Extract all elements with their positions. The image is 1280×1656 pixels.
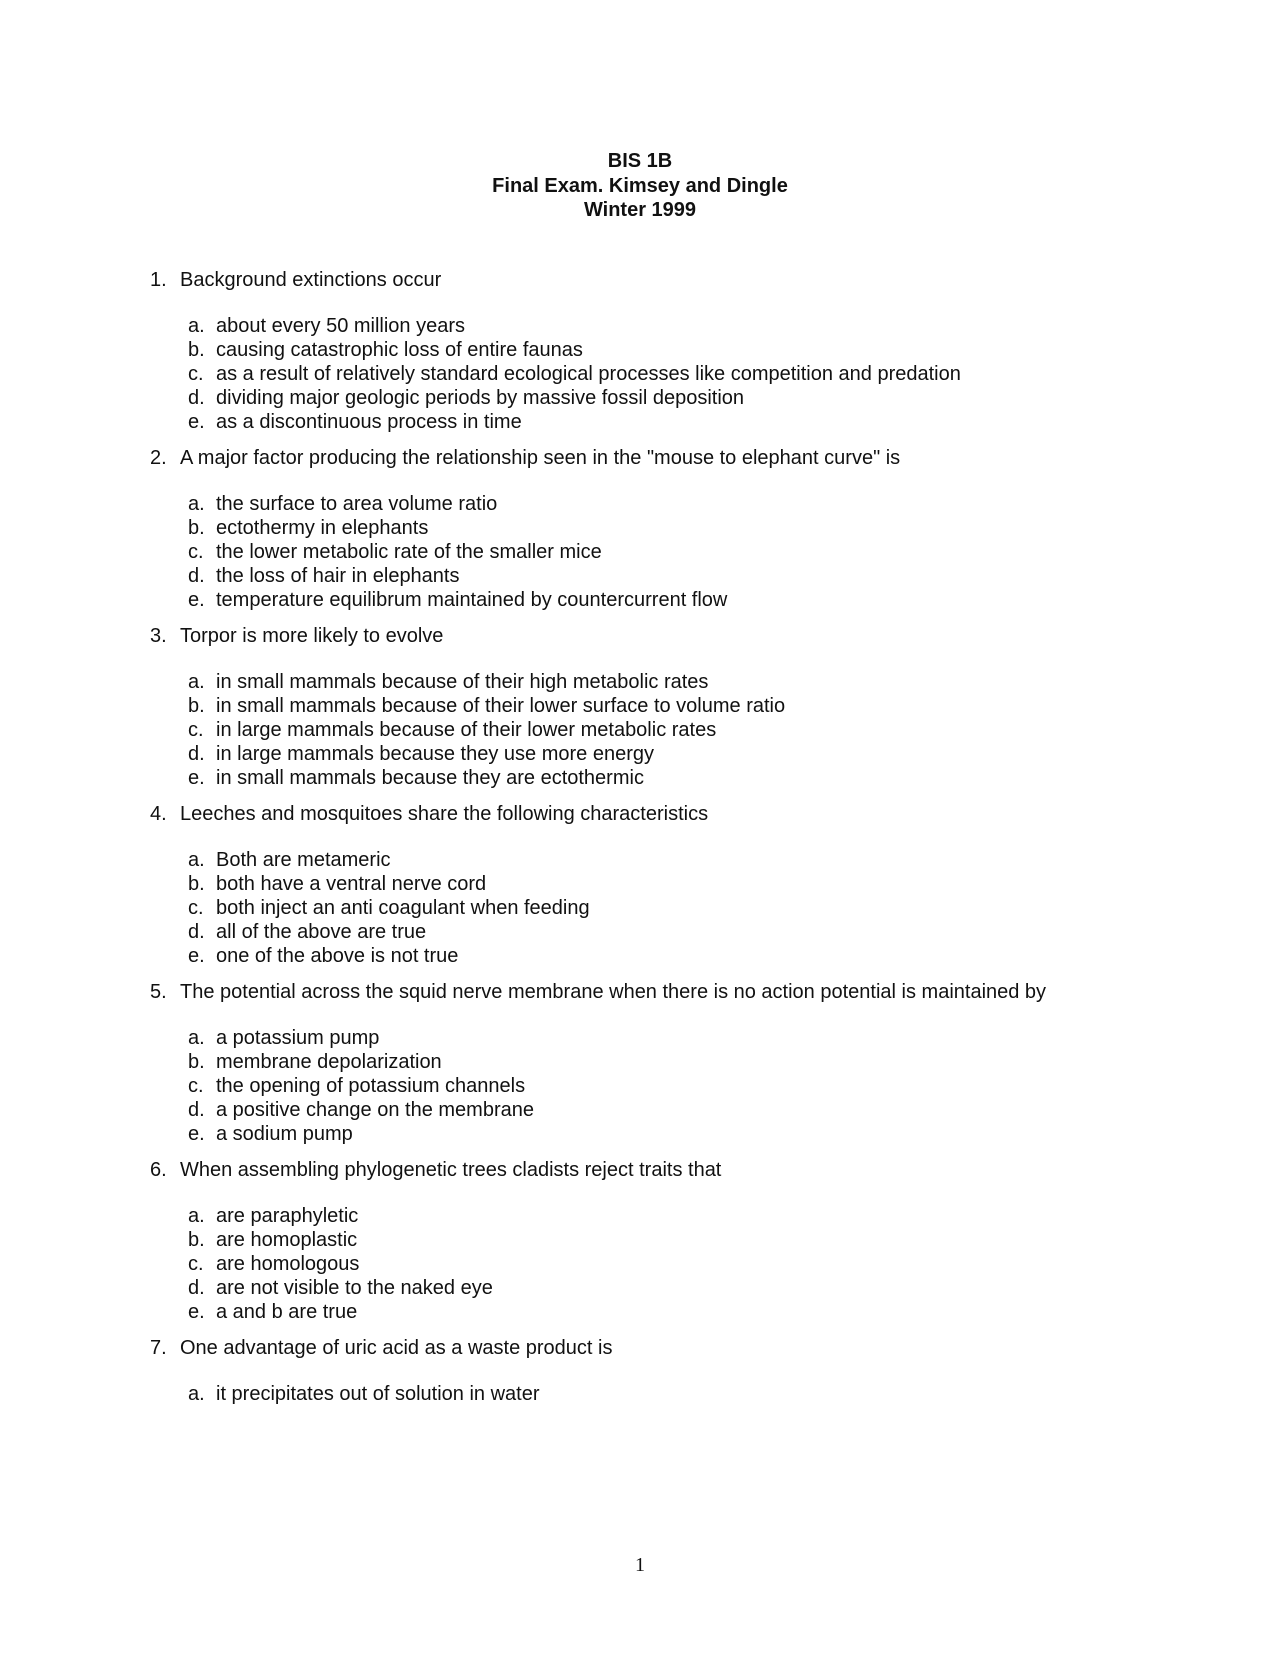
question-text: One advantage of uric acid as a waste product is [180,1337,613,1359]
answer-option [150,1228,1190,1252]
option-letter: e. [188,767,205,789]
answer-options [150,1026,1190,1146]
option-letter: a. [188,849,205,871]
option-letter: c. [188,1075,204,1097]
option-letter: e. [188,589,205,611]
question-stem [150,268,1190,292]
option-text: temperature equilibrum maintained by countercurrent flow [216,589,728,611]
question-text: When assembling phylogenetic trees cladists reject traits that [180,1159,722,1181]
exam-term: Winter 1999 [583,199,697,221]
option-letter: d. [188,565,205,587]
answer-option [150,1074,1190,1098]
option-text: as a result of relatively standard ecological processes like competition and predation [216,363,961,385]
option-text: Both are metameric [216,849,391,871]
option-text: the loss of hair in elephants [216,565,460,587]
course-title: BIS 1B [607,150,673,172]
option-letter: c. [188,541,204,563]
question-number: 4. [150,803,167,825]
question-number: 5. [150,981,167,1003]
question-text: The potential across the squid nerve membrane when there is no action potential is maintained by [180,981,1047,1003]
answer-option [150,670,1190,694]
option-letter: a. [188,671,205,693]
option-text: causing catastrophic loss of entire faunas [216,339,583,361]
option-letter: b. [188,695,205,717]
option-letter: b. [188,1051,205,1073]
option-letter: c. [188,1253,204,1275]
answer-option [150,314,1190,338]
option-letter: d. [188,921,205,943]
option-text: both inject an anti coagulant when feeding [216,897,590,919]
page-number: 1 [635,1554,645,1576]
option-letter: a. [188,315,205,337]
question-text: Background extinctions occur [180,269,442,291]
option-text: are paraphyletic [216,1205,359,1227]
question-list [150,268,1190,1418]
question-stem [150,1336,1190,1360]
option-letter: a. [188,1205,205,1227]
option-letter: b. [188,1229,205,1251]
option-letter: e. [188,411,205,433]
exam-title: Final Exam. Kimsey and Dingle [492,174,788,197]
question-stem [150,802,1190,826]
question-text: Leeches and mosquitoes share the following characteristics [180,803,709,825]
question-6 [150,1158,1190,1324]
answer-option [150,492,1190,516]
option-text: in large mammals because of their lower metabolic rates [216,719,717,741]
question-number: 2. [150,447,167,469]
answer-option [150,1098,1190,1122]
answer-option [150,766,1190,790]
answer-option [150,1276,1190,1300]
option-letter: b. [188,339,205,361]
answer-option [150,1050,1190,1074]
option-letter: d. [188,1099,205,1121]
answer-option [150,848,1190,872]
option-text: ectothermy in elephants [216,517,429,539]
question-stem [150,624,1190,648]
answer-option [150,742,1190,766]
option-text: the opening of potassium channels [216,1075,526,1097]
option-letter: d. [188,387,205,409]
answer-option [150,1122,1190,1146]
option-text: both have a ventral nerve cord [216,873,487,895]
option-text: are homologous [216,1253,360,1275]
answer-option [150,896,1190,920]
question-text: Torpor is more likely to evolve [180,625,444,647]
answer-options [150,670,1190,790]
question-number: 7. [150,1337,167,1359]
question-7 [150,1336,1190,1406]
question-stem [150,980,1190,1004]
question-number: 3. [150,625,167,647]
option-text: all of the above are true [216,921,427,943]
option-text: in small mammals because of their high metabolic rates [216,671,709,693]
option-text: one of the above is not true [216,945,459,967]
option-text: about every 50 million years [216,315,466,337]
question-number: 6. [150,1159,167,1181]
option-text: the surface to area volume ratio [216,493,498,515]
answer-option [150,718,1190,742]
answer-options [150,1204,1190,1324]
option-text: a potassium pump [216,1027,380,1049]
option-text: a sodium pump [216,1123,353,1145]
answer-option [150,944,1190,968]
option-text: a and b are true [216,1301,358,1323]
question-4 [150,802,1190,968]
option-text: are not visible to the naked eye [216,1277,493,1299]
option-letter: c. [188,897,204,919]
answer-option [150,338,1190,362]
option-letter: d. [188,1277,205,1299]
answer-options [150,848,1190,968]
answer-option [150,564,1190,588]
answer-option [150,540,1190,564]
option-letter: e. [188,1123,205,1145]
answer-option [150,694,1190,718]
question-number: 1. [150,269,167,291]
option-text: dividing major geologic periods by massive fossil deposition [216,387,745,409]
answer-option [150,386,1190,410]
answer-options [150,1382,1190,1406]
answer-option [150,872,1190,896]
option-letter: e. [188,1301,205,1323]
option-letter: c. [188,719,204,741]
answer-option [150,920,1190,944]
answer-option [150,1252,1190,1276]
option-letter: c. [188,363,204,385]
question-stem [150,446,1190,470]
option-text: in small mammals because of their lower surface to volume ratio [216,695,786,717]
answer-option [150,362,1190,386]
answer-option [150,588,1190,612]
question-2 [150,446,1190,612]
question-3 [150,624,1190,790]
answer-option [150,1300,1190,1324]
answer-option [150,410,1190,434]
exam-header [0,149,1280,223]
option-text: it precipitates out of solution in water [216,1383,540,1405]
question-1 [150,268,1190,434]
option-text: in small mammals because they are ectothermic [216,767,644,789]
option-text: a positive change on the membrane [216,1099,534,1121]
answer-options [150,314,1190,434]
answer-option [150,1026,1190,1050]
option-letter: b. [188,873,205,895]
option-text: are homoplastic [216,1229,358,1251]
answer-option [150,1204,1190,1228]
option-letter: a. [188,1383,205,1405]
option-letter: d. [188,743,205,765]
question-5 [150,980,1190,1146]
question-text: A major factor producing the relationship seen in the "mouse to elephant curve" is [180,447,901,469]
option-text: the lower metabolic rate of the smaller mice [216,541,602,563]
option-text: as a discontinuous process in time [216,411,522,433]
option-letter: a. [188,1027,205,1049]
option-letter: b. [188,517,205,539]
question-stem [150,1158,1190,1182]
option-text: in large mammals because they use more energy [216,743,654,765]
option-letter: e. [188,945,205,967]
option-text: membrane depolarization [216,1051,442,1073]
answer-options [150,492,1190,612]
answer-option [150,1382,1190,1406]
option-letter: a. [188,493,205,515]
answer-option [150,516,1190,540]
